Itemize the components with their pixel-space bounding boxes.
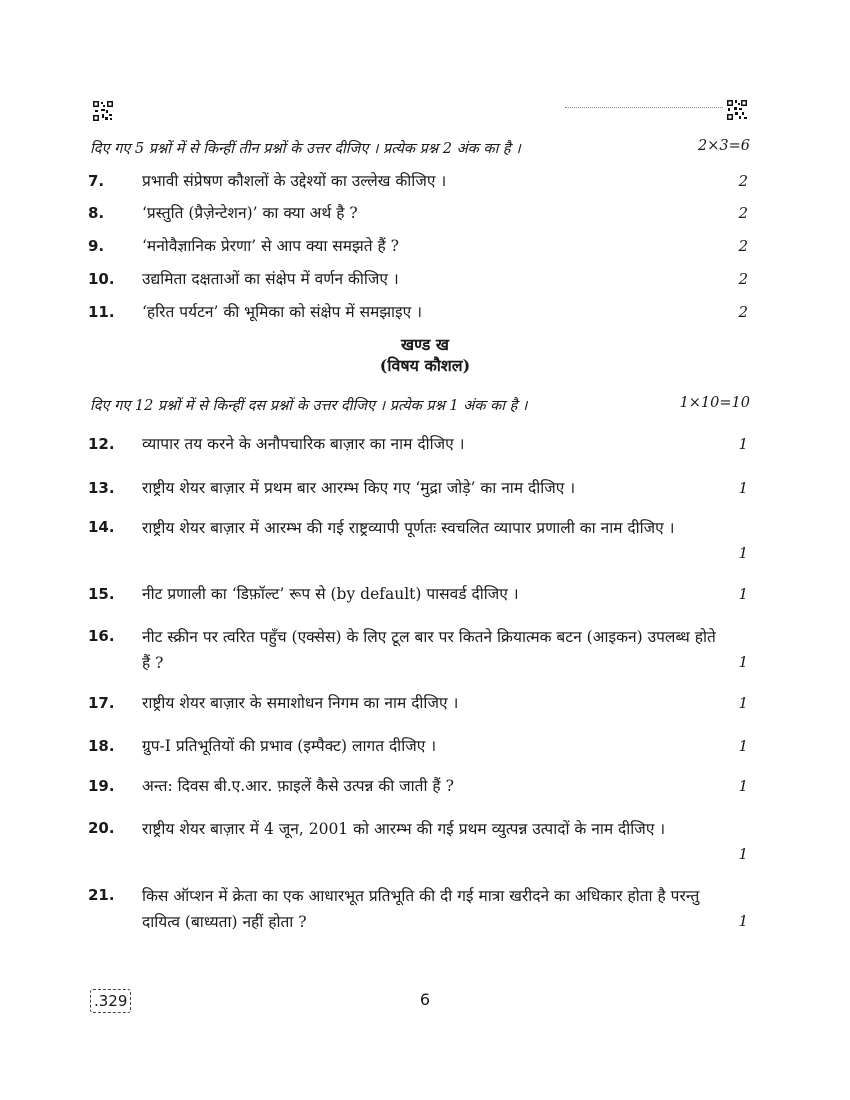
question-item (88, 432, 750, 456)
question-mark: 1 (738, 694, 748, 712)
instruction-text: दिए गए 5 प्रश्नों में से किन्हीं तीन प्रश्नों के उत्तर दीजिए । प्रत्येक प्रश्न 2 अंक का है । (90, 141, 521, 157)
question-item (88, 883, 750, 933)
question-number: 16. (88, 627, 115, 645)
question-item (88, 234, 750, 258)
question-number: 20. (88, 819, 115, 837)
question-number: 18. (88, 737, 115, 755)
question-mark: 1 (738, 585, 748, 603)
question-text: अन्त: दिवस बी.ए.आर. फ़ाइलें कैसे उत्पन्न की जाती हैं ? (142, 777, 454, 795)
question-text: ‘हरित पर्यटन’ की भूमिका को संक्षेप में समझाइए । (142, 303, 423, 321)
question-mark: 1 (738, 479, 748, 497)
question-text: व्यापार तय करने के अनौपचारिक बाज़ार का नाम दीजिए । (142, 435, 465, 453)
question-item (88, 267, 750, 291)
question-text: राष्ट्रीय शेयर बाज़ार के समाशोधन निगम का नाम दीजिए । (142, 694, 459, 712)
question-text: उद्यमिता दक्षताओं का संक्षेप में वर्णन कीजिए । (142, 270, 399, 288)
question-number: 17. (88, 694, 115, 712)
section-b-title: खण्ड ख (401, 335, 449, 354)
question-text: ‘प्रस्तुति (प्रैज़ेन्टेशन)’ का क्या अर्थ है ? (142, 204, 358, 222)
question-text: राष्ट्रीय शेयर बाज़ार में प्रथम बार आरम्भ किए गए ‘मुद्रा जोड़े’ का नाम दीजिए । (142, 479, 576, 497)
instruction-marks: 1×10=10 (679, 395, 750, 411)
question-text: प्रभावी संप्रेषण कौशलों के उद्देश्यों का उल्लेख कीजिए । (142, 172, 447, 190)
page-number: 6 (419, 990, 431, 1009)
question-item (88, 300, 750, 324)
question-mark: 2 (738, 172, 748, 190)
header-dotted-line (565, 107, 723, 108)
question-mark: 1 (738, 544, 748, 562)
question-number: 8. (88, 204, 105, 222)
question-text: किस ऑप्शन में क्रेता का एक आधारभूत प्रतिभूति की दी गई मात्रा खरीदने का अधिकार होता है परन्तु दायित्व (बाध्यता) नहीं होता ? (142, 887, 700, 931)
question-number: 10. (88, 270, 115, 288)
question-number: 7. (88, 172, 105, 190)
question-mark: 1 (738, 912, 748, 930)
question-mark: 2 (738, 237, 748, 255)
question-mark: 1 (738, 653, 748, 671)
question-number: 15. (88, 585, 115, 603)
question-item (88, 476, 750, 500)
question-number: 11. (88, 303, 115, 321)
section-b-subtitle: (विषय कौशल) (379, 356, 471, 375)
question-text: राष्ट्रीय शेयर बाज़ार में 4 जून, 2001 को आरम्भ की गई प्रथम व्युत्पन्न उत्पादों के नाम दीजिए । (142, 820, 666, 838)
question-item (88, 816, 750, 866)
question-number: 9. (88, 237, 105, 255)
question-item (88, 734, 750, 758)
question-mark: 1 (738, 435, 748, 453)
question-number: 21. (88, 886, 115, 904)
question-mark: 2 (738, 204, 748, 222)
question-item (88, 774, 750, 798)
question-text: नीट स्क्रीन पर त्वरित पहुँच (एक्सेस) के लिए टूल बार पर कितने क्रियात्मक बटन (आइकन) उपलब्ध होते हैं ? (142, 628, 716, 672)
question-item (88, 201, 750, 225)
question-item (88, 515, 750, 565)
qr-code-icon (726, 99, 748, 121)
qr-code-icon (92, 100, 114, 122)
question-text: राष्ट्रीय शेयर बाज़ार में आरम्भ की गई राष्ट्रव्यापी पूर्णतः स्वचलित व्यापार प्रणाली का नाम दीजिए । (142, 519, 675, 537)
instruction-text: दिए गए 12 प्रश्नों में से किन्हीं दस प्रश्नों के उत्तर दीजिए । प्रत्येक प्रश्न 1 अंक का है । (90, 398, 528, 414)
question-item (88, 169, 750, 193)
question-mark: 1 (738, 845, 748, 863)
question-mark: 2 (738, 270, 748, 288)
question-mark: 2 (738, 303, 748, 321)
question-text: नीट प्रणाली का ‘डिफ़ॉल्ट’ रूप से (by default) पासवर्ड दीजिए । (142, 585, 519, 603)
question-number: 14. (88, 518, 115, 536)
question-item (88, 582, 750, 606)
question-mark: 1 (738, 737, 748, 755)
question-number: 19. (88, 777, 115, 795)
question-item (88, 624, 750, 674)
question-text: ग्रुप-I प्रतिभूतियों की प्रभाव (इम्पैक्ट) लागत दीजिए । (142, 737, 437, 755)
question-text: ‘मनोवैज्ञानिक प्रेरणा’ से आप क्या समझते हैं ? (142, 237, 399, 255)
instruction-marks: 2×3=6 (698, 138, 750, 154)
paper-code: .329 (90, 989, 131, 1013)
question-item (88, 691, 750, 715)
question-number: 13. (88, 479, 115, 497)
question-number: 12. (88, 435, 115, 453)
question-mark: 1 (738, 777, 748, 795)
